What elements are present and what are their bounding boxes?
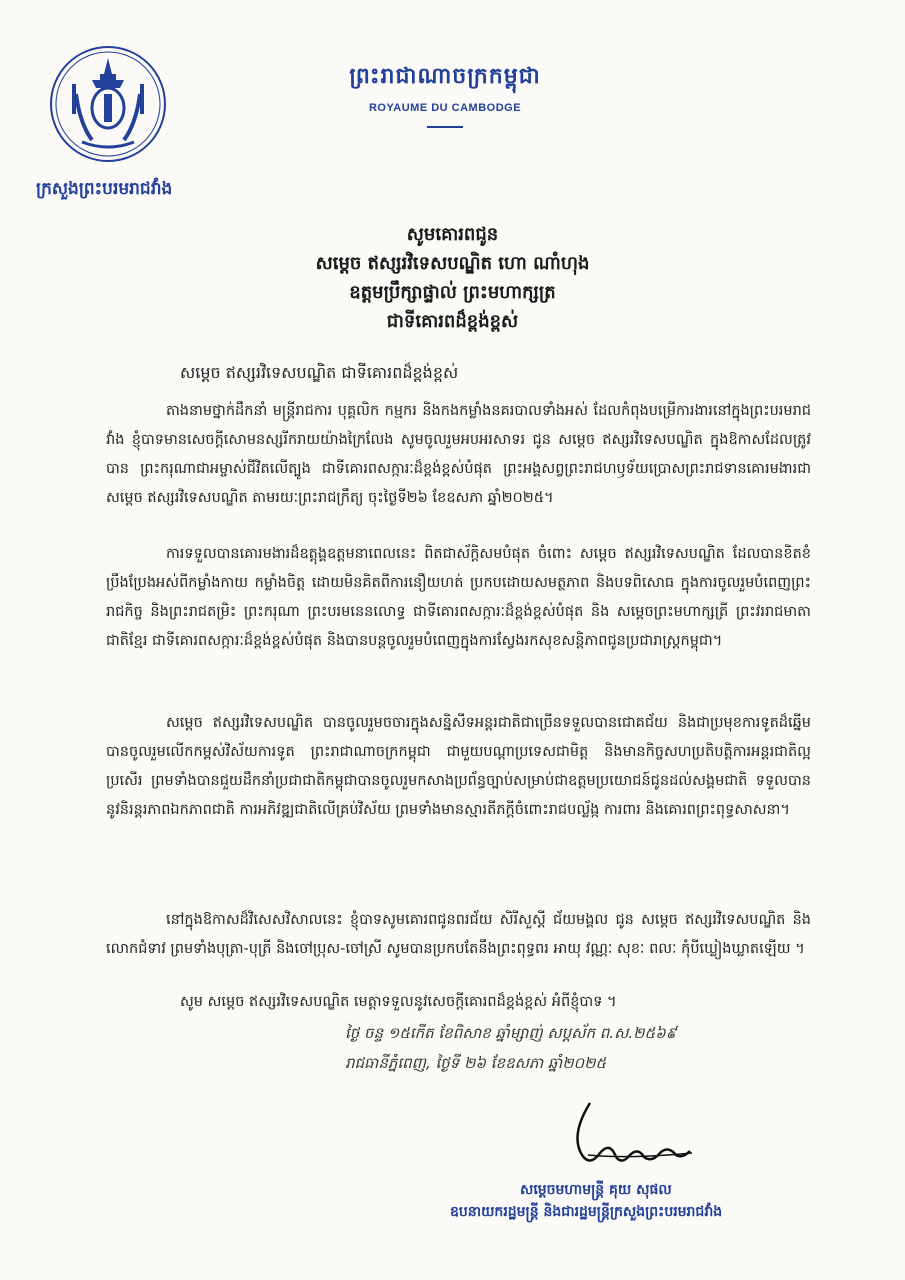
date-lunar: ថ្ងៃ ចន្ទ ១៥កើត ខែពិសាខ ឆ្នាំម្សាញ់ សប្តស័ក ព.ស.២៥៦៩ bbox=[345, 1024, 677, 1042]
kingdom-name-khmer: ព្រះរាជាណាចក្រកម្ពុជា bbox=[349, 64, 541, 89]
header-divider bbox=[427, 126, 463, 128]
signatory-title: ឧបនាយករដ្ឋមន្ត្រី និងជារដ្ឋមន្ត្រីក្រសួងព្រះបរមរាជវាំង bbox=[450, 1204, 723, 1220]
signature-mark bbox=[560, 1095, 700, 1175]
kingdom-name-french: ROYAUME DU CAMBODGE bbox=[368, 102, 522, 114]
closing-paragraph: សូម សម្ដេច ឥស្សរវិទេសបណ្ឌិត មេត្តាទទួលនូវសេចក្ដីគោរពដ៏ខ្ពង់ខ្ពស់ អំពីខ្ញុំបាទ ។ bbox=[180, 994, 617, 1010]
signatory-name: សម្ដេចមហាមន្ត្រី គុយ សុផល bbox=[520, 1182, 672, 1198]
body-paragraph: សម្ដេច ឥស្សរវិទេសបណ្ឌិត បានចូលរួមចចារក្នុងសន្និសីទអន្តរជាតិជាច្រើនទទួលបានជោគជ័យ និងជាប្រមុខការទូតដ៏ឆ្នើម បានចូលរួមលើកកម្ពស់វិស័យការទូត ព្រះរាជាណាចក្រកម្ពុជា ជាមួយបណ្ដាប្រទេសជាមិត្ត និងមានកិច្ចសហប្រតិបត្តិការអន្តរជាតិល្អប្រសើរ ព្រមទាំងបានជួយដឹកនាំប្រជាជាតិកម្ពុជាបានចូលរួមកសាងប្រព័ន្ធច្បាប់សម្រាប់ជាឧត្ដមប្រយោជន៍ជូនដល់សង្គមជាតិ ទទួលបាននូវនិរន្តរភាពឯកភាពជាតិ ការអភិវឌ្ឍជាតិលើគ្រប់វិស័យ ព្រមទាំងមានស្មារតីភក្ដីចំពោះរាជបល្ល័ង្ក ការពារ និងគោរពព្រះពុទ្ធសាសនា។ bbox=[106, 715, 811, 818]
addressee-line: ឧត្ដមប្រឹក្សាផ្ទាល់ ព្រះមហាក្សត្រ bbox=[349, 282, 556, 303]
addressee-line: ជាទីគោរពដ៏ខ្ពង់ខ្ពស់ bbox=[386, 311, 519, 332]
body-paragraph: ការទទួលបានគោរមងារដ៏ឧត្ដុង្គឧត្ដមនាពេលនេះ ពិតជាស័ក្ដិសមបំផុត ចំពោះ សម្ដេច ឥស្សរវិទេសបណ្ឌិត ដែលបានខិតខំប្រឹងប្រែងអស់ពីកម្លាំងកាយ កម្លាំងចិត្ត ដោយមិនគិតពីការនឿយហត់ ប្រកបដោយសមត្ថភាព និងបទពិសោធ ក្នុងការចូលរួមបំពេញព្រះរាជកិច្ច និងព្រះរាជតម្រិះ ព្រះករុណា ព្រះបរមនេនលោទ្ធ ជាទីគោរពសក្ការៈដ៏ខ្ពង់ខ្ពស់បំផុត និង សម្ដេចព្រះមហាក្សត្រី ព្រះវររាជមាតាជាតិខ្មែរ ជាទីគោរពសក្ការៈដ៏ខ្ពង់ខ្ពស់បំផុត និងបានបន្តចូលរួមបំពេញក្នុងការស្វែងរកសុខសន្តិភាពជូនប្រជារាស្ត្រកម្ពុជា។ bbox=[106, 546, 811, 649]
salutation: សម្ដេច ឥស្សរវិទេសបណ្ឌិត ជាទីគោរពដ៏ខ្ពង់ខ្ពស់ bbox=[180, 363, 459, 382]
royal-emblem-icon bbox=[48, 44, 168, 164]
addressee-line: សម្ដេច ឥស្សរវិទេសបណ្ឌិត ហោ ណាំហុង bbox=[315, 253, 590, 274]
ministry-name: ក្រសួងព្រះបរមរាជវាំង bbox=[36, 179, 173, 199]
body-paragraph: តាងនាមថ្នាក់ដឹកនាំ មន្ត្រីរាជការ បុគ្គលិក កម្មករ និងកងកម្លាំងនគរបាលទាំងអស់ ដែលកំពុងបម្រើការងារនៅក្នុងព្រះបរមរាជវាំង ខ្ញុំបាទមានសេចក្ដីសោមនស្សរីករាយយ៉ាងក្រៃលែង សូមចូលរួមអបអរសាទរ ជូន សម្ដេច ឥស្សរវិទេសបណ្ឌិត ក្នុងឱកាសដែលត្រូវបាន ព្រះករុណាជាអម្ចាស់ជីវិតលើត្បូង ជាទីគោរពសក្ការៈដ៏ខ្ពង់ខ្ពស់បំផុត ព្រះអង្គសព្វព្រះរាជហឫទ័យប្រោសព្រះរាជទានគោរមងារជា សម្ដេច ឥស្សរវិទេសបណ្ឌិត តាមរយៈព្រះរាជក្រឹត្យ ចុះថ្ងៃទី២៦ ខែឧសភា ឆ្នាំ២០២៥។ bbox=[106, 403, 811, 506]
addressee-block bbox=[0, 220, 905, 336]
body-paragraph: នៅក្នុងឱកាសដ៏វិសេសវិសាលនេះ ខ្ញុំបាទសូមគោរពជូនពរជ័យ សិរីសួស្ដី ជ័យមង្គល ជូន សម្ដេច ឥស្សរវិទេសបណ្ឌិត និងលោកជំទាវ ព្រមទាំងបុត្រា-បុត្រី និងចៅប្រុស-ចៅស្រី សូមបានប្រកបតែនឹងព្រះពុទ្ធពរ អាយុ វណ្ណៈ សុខៈ ពលៈ កុំបីឃ្លៀងឃ្លាតឡើយ ។ bbox=[106, 912, 811, 957]
date-solar: រាជធានីភ្នំពេញ, ថ្ងៃទី ២៦ ខែឧសភា ឆ្នាំ២០២៥ bbox=[345, 1054, 607, 1072]
kingdom-header bbox=[345, 62, 545, 128]
addressee-line: សូមគោរពជូន bbox=[406, 224, 499, 245]
